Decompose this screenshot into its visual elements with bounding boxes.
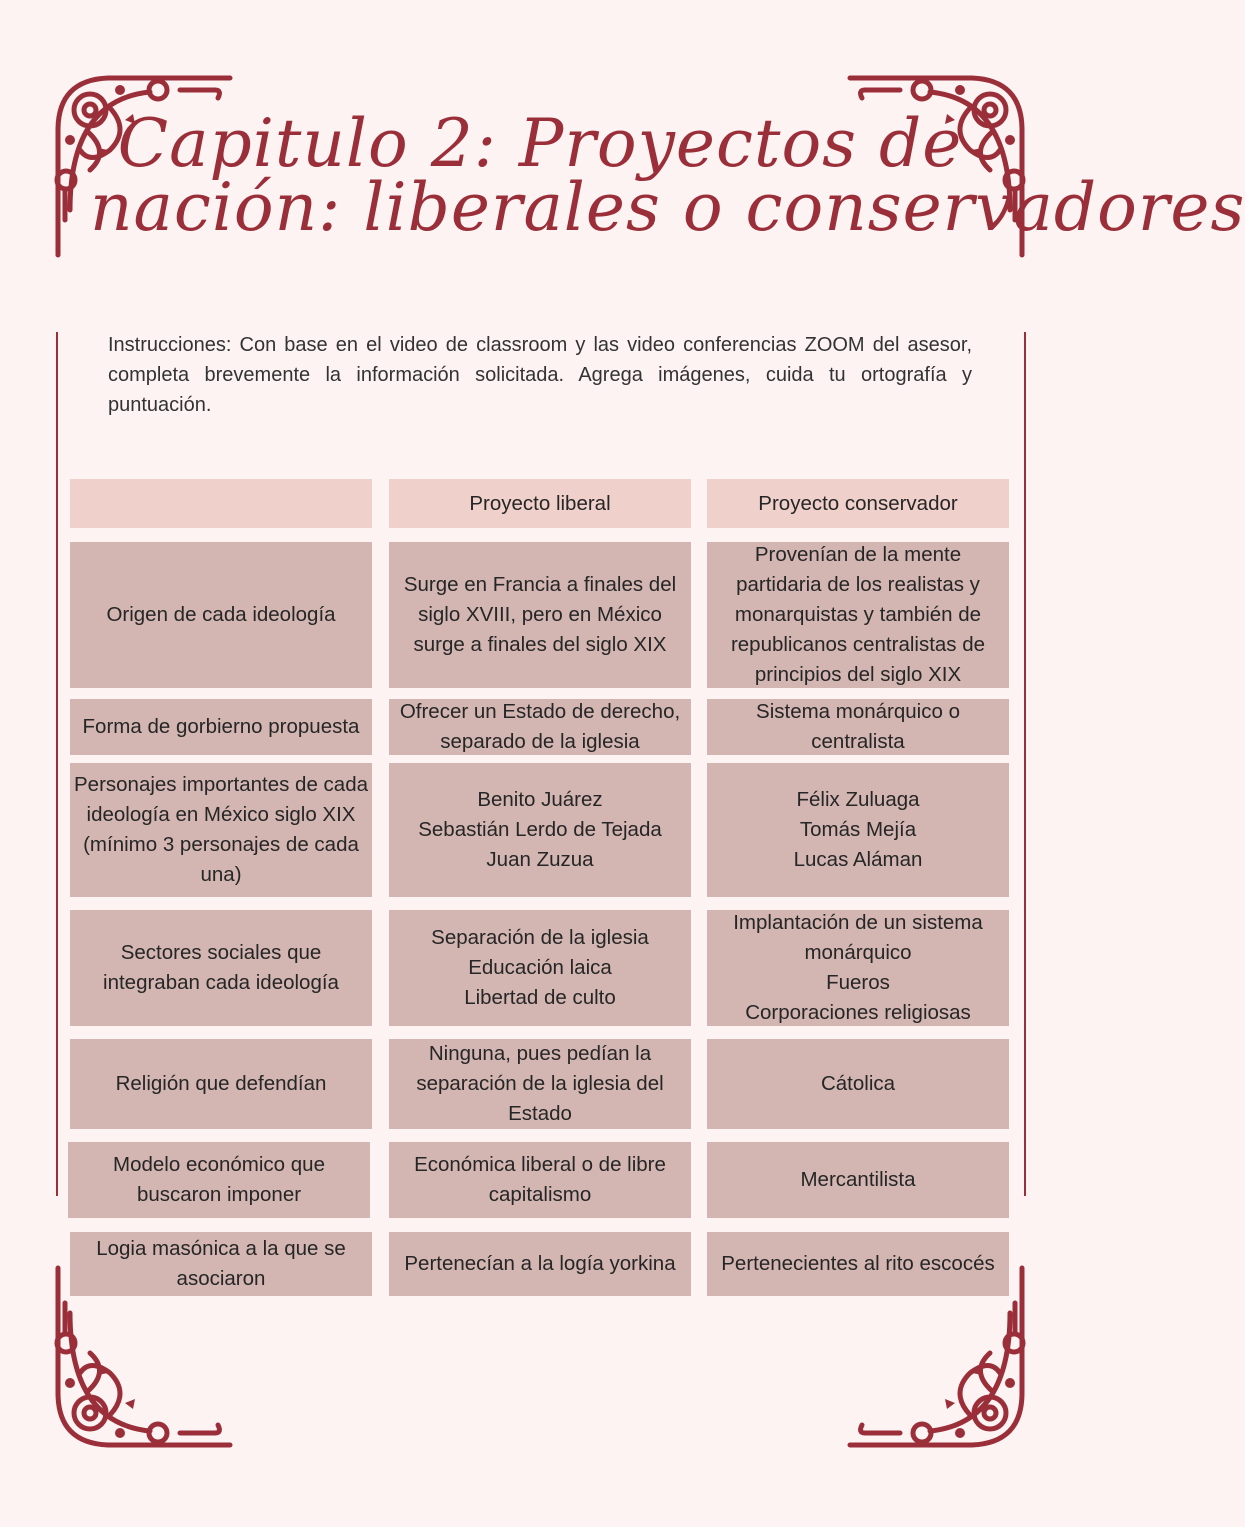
right-border-line [1024,332,1026,1196]
left-border-line [56,332,58,1196]
row-liberal-logia: Pertenecían a la logía yorkina [389,1232,691,1296]
header-cell-empty [70,479,372,528]
row-conservador-logia: Pertenecientes al rito escocés [707,1232,1009,1296]
title-line-1: Capitulo 2: Proyectos de [117,105,963,182]
row-conservador-origen: Provenían de la mente partidaria de los realistas y monarquistas y también de republicanos centralistas de principios del siglo XIX [707,542,1009,688]
row-label-logia: Logia masónica a la que se asociaron [70,1232,372,1296]
header-cell-liberal: Proyecto liberal [389,479,691,528]
row-conservador-personajes: Félix Zuluaga Tomás Mejía Lucas Aláman [707,763,1009,897]
row-liberal-origen: Surge en Francia a finales del siglo XVIII, pero en México surge a finales del siglo XIX [389,542,691,688]
page-title [90,105,1245,246]
row-liberal-religion: Ninguna, pues pedían la separación de la iglesia del Estado [389,1039,691,1129]
row-label-personajes: Personajes importantes de cada ideología en México siglo XIX (mínimo 3 personajes de cada una) [70,763,372,897]
row-label-sectores: Sectores sociales que integraban cada ideología [70,910,372,1026]
row-liberal-personajes: Benito Juárez Sebastián Lerdo de Tejada Juan Zuzua [389,763,691,897]
row-label-origen: Origen de cada ideología [70,542,372,688]
row-liberal-gobierno: Ofrecer un Estado de derecho, separado de la iglesia [389,699,691,755]
row-liberal-economico: Económica liberal o de libre capitalismo [389,1142,691,1218]
instructions-text: Instrucciones: Con base en el video de classroom y las video conferencias ZOOM del asesor, completa brevemente la información solicitada. Agrega imágenes, cuida tu ortografía y puntuación. [108,334,972,416]
row-label-religion: Religión que defendían [70,1039,372,1129]
row-label-economico: Modelo económico que buscaron imponer [68,1142,370,1218]
row-liberal-sectores: Separación de la iglesia Educación laica Libertad de culto [389,910,691,1026]
row-conservador-sectores: Implantación de un sistema monárquico Fueros Corporaciones religiosas [707,910,1009,1026]
header-cell-conservador: Proyecto conservador [707,479,1009,528]
title-line-2: nación: liberales o conservadores [90,169,1245,246]
row-label-gobierno: Forma de gorbierno propuesta [70,699,372,755]
row-conservador-economico: Mercantilista [707,1142,1009,1218]
row-conservador-gobierno: Sistema monárquico o centralista [707,699,1009,755]
row-conservador-religion: Cátolica [707,1039,1009,1129]
